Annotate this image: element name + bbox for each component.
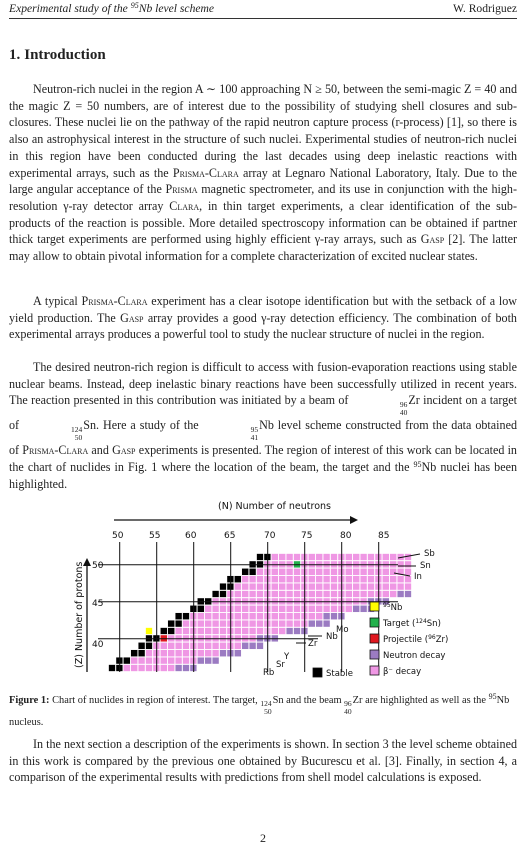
beta-decay-cell — [308, 583, 315, 590]
beta-decay-cell — [323, 568, 330, 575]
element-label: Y — [284, 652, 290, 662]
beta-decay-cell — [220, 628, 227, 635]
beta-decay-cell — [405, 568, 412, 575]
beta-decay-cell — [353, 568, 360, 575]
beta-decay-cell — [360, 576, 367, 583]
beta-decay-cell — [279, 576, 286, 583]
beta-decay-cell — [242, 628, 249, 635]
beta-decay-cell — [212, 613, 219, 620]
beta-decay-cell — [234, 613, 241, 620]
beta-decay-cell — [271, 568, 278, 575]
nb95-cell — [146, 628, 153, 635]
paragraph-1: Neutron-rich nuclei in the region A ∼ 100 approaching N ≥ 50, between the semi-magic Z = 40 and the magic Z = 50 numbers, are of interest due to the possibility of studying shell closures and sub-closures. These nuclei lie on the pathway of the rapid neutron capture process (r-process) [1], so there is also an astrophysical interest in the structure of such nuclei. Experimental studies of neutron-rich nuclei in this region have been conducted during the last decades using deep inelastic reactions with experimental arrays, such as the Prisma-Clara array at Legnaro National Laboratory, Italy. Due to the large angular acceptance of the Prisma magnetic spectrometer, and its use in conjunction with the high-resolution γ-ray detector array Clara, in thin target experiments, a clear identification of the sub-products of the reaction is possible. More detailed spectroscopy information can be obtained if partner thick target experiments are performed using highly efficient γ-ray arrays, such as Gasp [2]. The latter may allow to obtain pivotal information for a complete characterization of excited nuclear states. — [9, 82, 518, 264]
beta-decay-cell — [294, 613, 301, 620]
stable-cell — [168, 628, 175, 635]
beta-decay-cell — [405, 583, 412, 590]
beta-decay-cell — [353, 591, 360, 598]
neutron-decay-cell — [175, 665, 182, 672]
legend-swatch-neutron-decay — [370, 650, 379, 659]
beta-decay-cell — [279, 568, 286, 575]
paragraph-4: In the next section a description of the experiments is shown. In section 3 the level scheme obtained in this work is compared by the previous one obtained by Bucurescu et al. [3]. Finally, in section 4, a comparison of the experimental results with predictions from shell model calculations is exposed. — [9, 737, 517, 785]
beta-decay-cell — [368, 568, 375, 575]
beta-decay-cell — [257, 568, 264, 575]
beta-decay-cell — [286, 576, 293, 583]
element-label: Mo — [336, 625, 349, 635]
beta-decay-cell — [368, 554, 375, 561]
beta-decay-cell — [271, 591, 278, 598]
beta-decay-cell — [345, 605, 352, 612]
stable-cell — [160, 628, 167, 635]
chart-of-nuclides-figure — [68, 496, 458, 688]
beta-decay-cell — [405, 576, 412, 583]
beta-decay-cell — [242, 591, 249, 598]
beta-decay-cell — [360, 554, 367, 561]
beta-decay-cell — [345, 576, 352, 583]
neutron-decay-cell — [316, 620, 323, 627]
header-title: Experimental study of the $^{95}$Nb level scheme — [9, 1, 215, 15]
beta-decay-cell — [175, 650, 182, 657]
beta-decay-cell — [279, 583, 286, 590]
stable-cell — [138, 650, 145, 657]
beta-decay-cell — [308, 605, 315, 612]
beta-decay-cell — [205, 613, 212, 620]
neutron-decay-cell — [323, 620, 330, 627]
neutron-decay-cell — [323, 613, 330, 620]
y-axis-title: (Z) Number of protons — [74, 561, 85, 668]
beta-decay-cell — [331, 576, 338, 583]
section-number: 1. — [9, 47, 21, 63]
figure-caption: Figure 1: Chart of nuclides in region of interest. The target, 124 50 Sn and the beam 96 40 Zr are highlighted as well as the $^{95}$Nb nucleus. — [9, 692, 510, 728]
beta-decay-cell — [205, 650, 212, 657]
beta-decay-cell — [242, 583, 249, 590]
beta-decay-cell — [197, 642, 204, 649]
beta-decay-cell — [286, 591, 293, 598]
beta-decay-cell — [397, 561, 404, 568]
beta-decay-cell — [286, 613, 293, 620]
beta-decay-cell — [345, 568, 352, 575]
beta-decay-cell — [316, 583, 323, 590]
beta-decay-cell — [197, 613, 204, 620]
neutron-decay-cell — [294, 628, 301, 635]
nuclide-zr96: 96 40 Zr — [399, 393, 420, 418]
beta-decay-cell — [316, 576, 323, 583]
element-label: Sb — [424, 549, 435, 559]
beta-decay-cell — [360, 591, 367, 598]
beta-decay-cell — [234, 583, 241, 590]
n-tick: 50 — [112, 531, 124, 541]
beta-decay-cell — [286, 620, 293, 627]
legend-swatch-stable — [313, 668, 322, 677]
element-label: Sr — [276, 660, 285, 670]
nuclide-cells — [109, 554, 412, 672]
beta-decay-cell — [249, 576, 256, 583]
beta-decay-cell — [220, 642, 227, 649]
page-number: 2 — [260, 831, 266, 845]
x-axis-title: (N) Number of neutrons — [218, 501, 331, 512]
beta-decay-cell — [323, 554, 330, 561]
beta-decay-cell — [286, 583, 293, 590]
beta-decay-cell — [123, 665, 130, 672]
beta-decay-cell — [257, 613, 264, 620]
beta-decay-cell — [138, 665, 145, 672]
beta-decay-cell — [271, 576, 278, 583]
beta-decay-cell — [323, 591, 330, 598]
nuclide-sn124: 124 50 Sn — [71, 418, 97, 443]
beta-decay-cell — [390, 583, 397, 590]
legend-target: Target ($^{124}$Sn) — [383, 618, 441, 629]
header-author: W. Rodriguez — [453, 2, 517, 15]
beta-decay-cell — [205, 628, 212, 635]
beta-decay-cell — [308, 613, 315, 620]
beta-decay-cell — [316, 568, 323, 575]
beta-decay-cell — [168, 642, 175, 649]
beta-decay-cell — [257, 576, 264, 583]
beta-decay-cell — [360, 583, 367, 590]
beta-decay-cell — [331, 583, 338, 590]
stable-cell — [220, 591, 227, 598]
beta-decay-cell — [316, 591, 323, 598]
beta-decay-cell — [249, 583, 256, 590]
caption-nuclide-sn124: 124 50 Sn — [260, 695, 284, 716]
beta-decay-cell — [183, 642, 190, 649]
beta-decay-cell — [175, 657, 182, 664]
n-tick: 70 — [264, 531, 276, 541]
beta-decay-cell — [390, 554, 397, 561]
stable-cell — [197, 605, 204, 612]
legend-stable: Stable — [326, 669, 353, 679]
beta-decay-cell — [220, 613, 227, 620]
beta-decay-cell — [249, 605, 256, 612]
beta-decay-cell — [168, 650, 175, 657]
beta-decay-cell — [316, 605, 323, 612]
beta-decay-cell — [212, 642, 219, 649]
beta-decay-cell — [131, 665, 138, 672]
beta-decay-cell — [382, 568, 389, 575]
beta-decay-cell — [353, 583, 360, 590]
beta-decay-cell — [242, 576, 249, 583]
beta-decay-cell — [360, 568, 367, 575]
beta-decay-cell — [175, 628, 182, 635]
legend-projectile: Projectile ($^{96}$Zr) — [383, 634, 449, 645]
beta-decay-cell — [345, 554, 352, 561]
beta-decay-cell — [294, 583, 301, 590]
beta-decay-cell — [160, 657, 167, 664]
beta-decay-cell — [382, 591, 389, 598]
z-tick-labels — [92, 561, 104, 650]
stable-cell — [146, 642, 153, 649]
neutron-decay-cell — [397, 591, 404, 598]
beta-decay-cell — [146, 650, 153, 657]
neutron-decay-cell — [257, 642, 264, 649]
stable-cell — [220, 583, 227, 590]
beta-decay-cell — [242, 605, 249, 612]
neutron-decay-cell — [308, 620, 315, 627]
beta-decay-cell — [308, 568, 315, 575]
beta-decay-cell — [345, 583, 352, 590]
neutron-decay-cell — [183, 665, 190, 672]
beta-decay-cell — [331, 568, 338, 575]
beta-decay-cell — [390, 568, 397, 575]
stable-cell — [212, 591, 219, 598]
stable-cell — [234, 576, 241, 583]
beta-decay-cell — [183, 628, 190, 635]
stable-cell — [242, 568, 249, 575]
beta-decay-cell — [279, 628, 286, 635]
beta-decay-cell — [160, 665, 167, 672]
beta-decay-cell — [368, 583, 375, 590]
beta-decay-cell — [382, 554, 389, 561]
beta-decay-cell — [382, 576, 389, 583]
stable-cell — [138, 642, 145, 649]
beta-decay-cell — [146, 665, 153, 672]
beta-decay-cell — [294, 591, 301, 598]
beta-decay-cell — [249, 591, 256, 598]
legend-swatch-target — [370, 618, 379, 627]
legend-swatch-nb95 — [370, 602, 379, 611]
beta-decay-cell — [294, 554, 301, 561]
beta-decay-cell — [234, 591, 241, 598]
beta-decay-cell — [212, 620, 219, 627]
beta-decay-cell — [294, 605, 301, 612]
beta-decay-cell — [197, 628, 204, 635]
beta-decay-cell — [205, 620, 212, 627]
beta-decay-cell — [249, 620, 256, 627]
beta-decay-cell — [353, 576, 360, 583]
beta-decay-cell — [279, 605, 286, 612]
z-tick: 40 — [92, 640, 104, 650]
beta-decay-cell — [168, 665, 175, 672]
beta-decay-cell — [390, 576, 397, 583]
beta-decay-cell — [390, 591, 397, 598]
neutron-decay-cell — [197, 657, 204, 664]
section-title: Introduction — [24, 47, 106, 63]
stable-cell — [175, 620, 182, 627]
n-tick-labels — [112, 531, 389, 541]
paragraph-2: A typical Prisma-Clara experiment has a clear isotope identification but with the setback of a low yield production. The Gasp array provides a good γ-ray detection efficiency. The combination of both experimental arrays produces a powerful tool to study the nuclear structure of nuclei in the region. — [9, 294, 518, 342]
stable-cell — [131, 650, 138, 657]
n-tick: 75 — [301, 531, 313, 541]
neutron-decay-cell — [360, 605, 367, 612]
beta-decay-cell — [205, 605, 212, 612]
beta-decay-cell — [368, 591, 375, 598]
beta-decay-cell — [308, 554, 315, 561]
element-label: Nb — [326, 632, 338, 642]
legend-swatch-projectile — [370, 634, 379, 643]
beta-decay-cell — [257, 620, 264, 627]
beta-decay-cell — [308, 576, 315, 583]
beta-decay-cell — [168, 657, 175, 664]
beta-decay-cell — [242, 620, 249, 627]
neutron-decay-cell — [331, 613, 338, 620]
beta-decay-cell — [279, 613, 286, 620]
beta-decay-cell — [294, 568, 301, 575]
beta-decay-cell — [323, 583, 330, 590]
legend-neutron-decay: Neutron decay — [383, 651, 446, 661]
beta-decay-cell — [271, 628, 278, 635]
beta-decay-cell — [331, 591, 338, 598]
beta-decay-cell — [160, 650, 167, 657]
beta-decay-cell — [175, 642, 182, 649]
beta-decay-cell — [220, 605, 227, 612]
beta-decay-cell — [271, 613, 278, 620]
neutron-decay-cell — [405, 591, 412, 598]
z-tick: 50 — [92, 561, 104, 571]
beta-decay-cell — [205, 642, 212, 649]
beta-decay-cell — [345, 591, 352, 598]
element-label: Sn — [420, 561, 431, 571]
beta-decay-cell — [331, 554, 338, 561]
stable-cell — [257, 554, 264, 561]
beta-decay-cell — [279, 620, 286, 627]
beta-decay-cell — [131, 657, 138, 664]
beta-decay-cell — [405, 561, 412, 568]
neutron-decay-cell — [205, 657, 212, 664]
n-tick: 85 — [378, 531, 390, 541]
beta-decay-cell — [271, 554, 278, 561]
stable-cell — [183, 613, 190, 620]
beta-decay-cell — [271, 620, 278, 627]
stable-cell — [123, 657, 130, 664]
beta-decay-cell — [286, 554, 293, 561]
neutron-decay-cell — [353, 605, 360, 612]
beta-decay-cell — [397, 583, 404, 590]
beta-decay-cell — [160, 642, 167, 649]
running-header — [9, 2, 517, 19]
beta-decay-cell — [294, 576, 301, 583]
beta-decay-cell — [234, 620, 241, 627]
beta-decay-cell — [234, 642, 241, 649]
beta-decay-cell — [294, 620, 301, 627]
beta-decay-cell — [279, 554, 286, 561]
neutron-decay-cell — [286, 628, 293, 635]
element-label: Zr — [308, 639, 318, 649]
beta-decay-cell — [183, 650, 190, 657]
beta-decay-cell — [242, 613, 249, 620]
nuclide-nb95: 95 41 Nb — [250, 418, 274, 443]
beta-decay-cell — [146, 657, 153, 664]
neutron-decay-cell — [249, 642, 256, 649]
beta-decay-cell — [212, 650, 219, 657]
section-heading — [9, 47, 110, 64]
beta-decay-cell — [368, 576, 375, 583]
beta-decay-cell — [331, 605, 338, 612]
beta-decay-cell — [212, 628, 219, 635]
beta-decay-cell — [286, 605, 293, 612]
beta-decay-cell — [353, 554, 360, 561]
beta-decay-cell — [197, 620, 204, 627]
beta-decay-cell — [197, 650, 204, 657]
beta-decay-cell — [316, 554, 323, 561]
beta-decay-cell — [257, 605, 264, 612]
beta-decay-cell — [249, 628, 256, 635]
beta-decay-cell — [397, 576, 404, 583]
beta-decay-cell — [249, 613, 256, 620]
beta-decay-cell — [183, 620, 190, 627]
legend-swatch-beta-decay — [370, 666, 379, 675]
beta-decay-cell — [257, 591, 264, 598]
neutron-decay-cell — [220, 650, 227, 657]
element-label: Rb — [263, 668, 275, 678]
beta-decay-cell — [212, 605, 219, 612]
beta-decay-cell — [308, 591, 315, 598]
beta-decay-cell — [138, 657, 145, 664]
beta-decay-cell — [220, 620, 227, 627]
z-tick: 45 — [92, 599, 104, 609]
n-tick: 60 — [185, 531, 197, 541]
beta-decay-cell — [323, 576, 330, 583]
beta-decay-cell — [257, 583, 264, 590]
neutron-decay-cell — [234, 650, 241, 657]
n-tick: 55 — [149, 531, 161, 541]
n-tick: 65 — [224, 531, 236, 541]
legend-beta-decay: β⁻ decay — [383, 667, 422, 677]
beta-decay-cell — [234, 605, 241, 612]
legend-nb95: $^{95}$Nb — [383, 602, 403, 613]
n-tick: 80 — [340, 531, 352, 541]
beta-decay-cell — [382, 583, 389, 590]
neutron-decay-cell — [242, 642, 249, 649]
beta-decay-cell — [286, 568, 293, 575]
neutron-decay-cell — [212, 657, 219, 664]
beta-decay-cell — [323, 605, 330, 612]
paragraph-3: The desired neutron-rich region is difficult to access with fusion-evaporation reactions using stable nuclear beams. Instead, deep inelastic binary reactions have been successfully utilized in recent years. The reaction presented in this contribution was initiated by a beam of 96 40 Zr incident on a target of 124 50 Sn. Here a study of the 95 41 Nb level scheme constructed from the data obtained of Prisma-Clara and Gasp experiments is presented. The region of interest of this work can be located in the chart of nuclides in Fig. 1 where the location of the beam, the target and the $^{95}$Nb nuclei has been highlighted. — [9, 360, 518, 491]
caption-nuclide-zr96: 96 40 Zr — [344, 695, 363, 716]
stable-cell — [109, 665, 116, 672]
beta-decay-cell — [271, 605, 278, 612]
x-axis-arrowhead — [350, 516, 358, 524]
beta-decay-cell — [271, 583, 278, 590]
stable-cell — [175, 613, 182, 620]
beta-decay-cell — [234, 628, 241, 635]
beta-decay-cell — [183, 657, 190, 664]
beta-decay-cell — [257, 628, 264, 635]
beta-decay-cell — [316, 613, 323, 620]
stable-cell — [249, 568, 256, 575]
beta-decay-cell — [279, 591, 286, 598]
element-label: In — [414, 572, 422, 582]
stable-cell — [168, 620, 175, 627]
